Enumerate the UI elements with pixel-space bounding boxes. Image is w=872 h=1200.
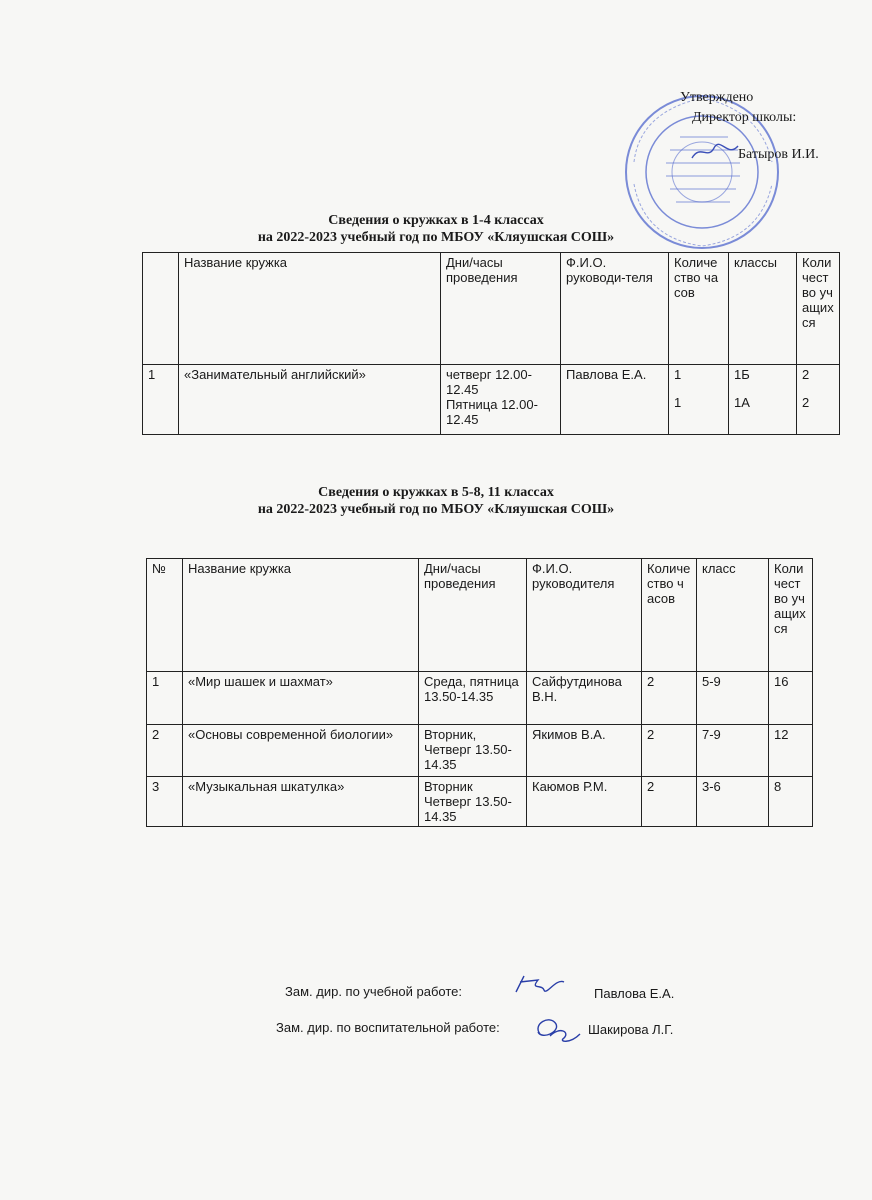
row-num: 1	[143, 365, 179, 435]
header-classes: классы	[729, 253, 797, 365]
club-class-1: 1Б	[734, 367, 750, 382]
club-class: 5-9	[697, 672, 769, 725]
header-num: №	[147, 559, 183, 672]
header-leader: Ф.И.О. руководи-теля	[561, 253, 669, 365]
club-name: «Музыкальная шкатулка»	[183, 777, 419, 827]
approval-role: Директор школы:	[692, 110, 797, 125]
club-days	[441, 365, 561, 435]
table-header-row	[147, 559, 813, 672]
club-hours-1: 1	[674, 367, 682, 382]
signature-role-1: Зам. дир. по учебной работе:	[285, 984, 463, 999]
row-num: 3	[147, 777, 183, 827]
header-class: класс	[697, 559, 769, 672]
club-name: «Занимательный английский»	[179, 365, 441, 435]
club-class-2: 1А	[734, 395, 750, 410]
club-days: Вторник Четверг 13.50-14.35	[419, 777, 527, 827]
row-num: 2	[147, 725, 183, 777]
signature-mark-2	[530, 1012, 586, 1048]
header-num	[143, 253, 179, 365]
section2-title: Сведения о кружках в 5-8, 11 классах	[318, 485, 554, 500]
section2-heading	[0, 484, 872, 518]
club-leader: Каюмов Р.М.	[527, 777, 642, 827]
club-leader: Якимов В.А.	[527, 725, 642, 777]
approval-title: Утверждено	[680, 90, 754, 105]
signature-name-2: Шакирова Л.Г.	[588, 1022, 674, 1037]
club-hours: 2	[642, 725, 697, 777]
signature-name-1: Павлова Е.А.	[594, 986, 675, 1001]
club-students: 8	[769, 777, 813, 827]
header-hours: Количество часов	[669, 253, 729, 365]
club-students	[797, 365, 840, 435]
club-students: 16	[769, 672, 813, 725]
header-days: Дни/часы проведения	[419, 559, 527, 672]
club-class: 7-9	[697, 725, 769, 777]
section2-subtitle: на 2022-2023 учебный год по МБОУ «Кляушская СОШ»	[257, 502, 615, 517]
club-hours: 2	[642, 672, 697, 725]
club-class: 3-6	[697, 777, 769, 827]
club-days-2: Пятница 12.00-12.45	[446, 397, 538, 427]
header-days: Дни/часы проведения	[441, 253, 561, 365]
approval-name: Батыров И.И.	[738, 147, 819, 162]
director-signature	[690, 140, 740, 164]
club-hours: 2	[642, 777, 697, 827]
club-name: «Основы современной биологии»	[183, 725, 419, 777]
club-leader: Павлова Е.А.	[561, 365, 669, 435]
header-name: Название кружка	[183, 559, 419, 672]
table-row	[147, 672, 813, 725]
header-leader: Ф.И.О. руководителя	[527, 559, 642, 672]
section1-title: Сведения о кружках в 1-4 классах	[328, 213, 544, 228]
club-leader: Сайфутдинова В.Н.	[527, 672, 642, 725]
row-num: 1	[147, 672, 183, 725]
table-clubs-1-4	[142, 252, 840, 435]
club-days: Среда, пятница 13.50-14.35	[419, 672, 527, 725]
header-students: Количество учащихся	[797, 253, 840, 365]
table-row	[143, 365, 840, 435]
club-students: 12	[769, 725, 813, 777]
table-header-row	[143, 253, 840, 365]
club-days: Вторник, Четверг 13.50-14.35	[419, 725, 527, 777]
signature-mark-1	[512, 972, 568, 998]
club-students-2: 2	[802, 395, 810, 410]
club-hours	[669, 365, 729, 435]
header-hours: Количество часов	[642, 559, 697, 672]
section1-heading	[0, 212, 872, 246]
header-name: Название кружка	[179, 253, 441, 365]
club-name: «Мир шашек и шахмат»	[183, 672, 419, 725]
club-students-1: 2	[802, 367, 810, 382]
table-row	[147, 725, 813, 777]
section1-subtitle: на 2022-2023 учебный год по МБОУ «Кляушская СОШ»	[257, 230, 615, 245]
table-row	[147, 777, 813, 827]
signature-role-2: Зам. дир. по воспитательной работе:	[276, 1020, 500, 1035]
club-class	[729, 365, 797, 435]
header-students: Количество учащихся	[769, 559, 813, 672]
table-clubs-5-11	[146, 558, 813, 827]
club-days-1: четверг 12.00-12.45	[446, 367, 532, 397]
club-hours-2: 1	[674, 395, 682, 410]
